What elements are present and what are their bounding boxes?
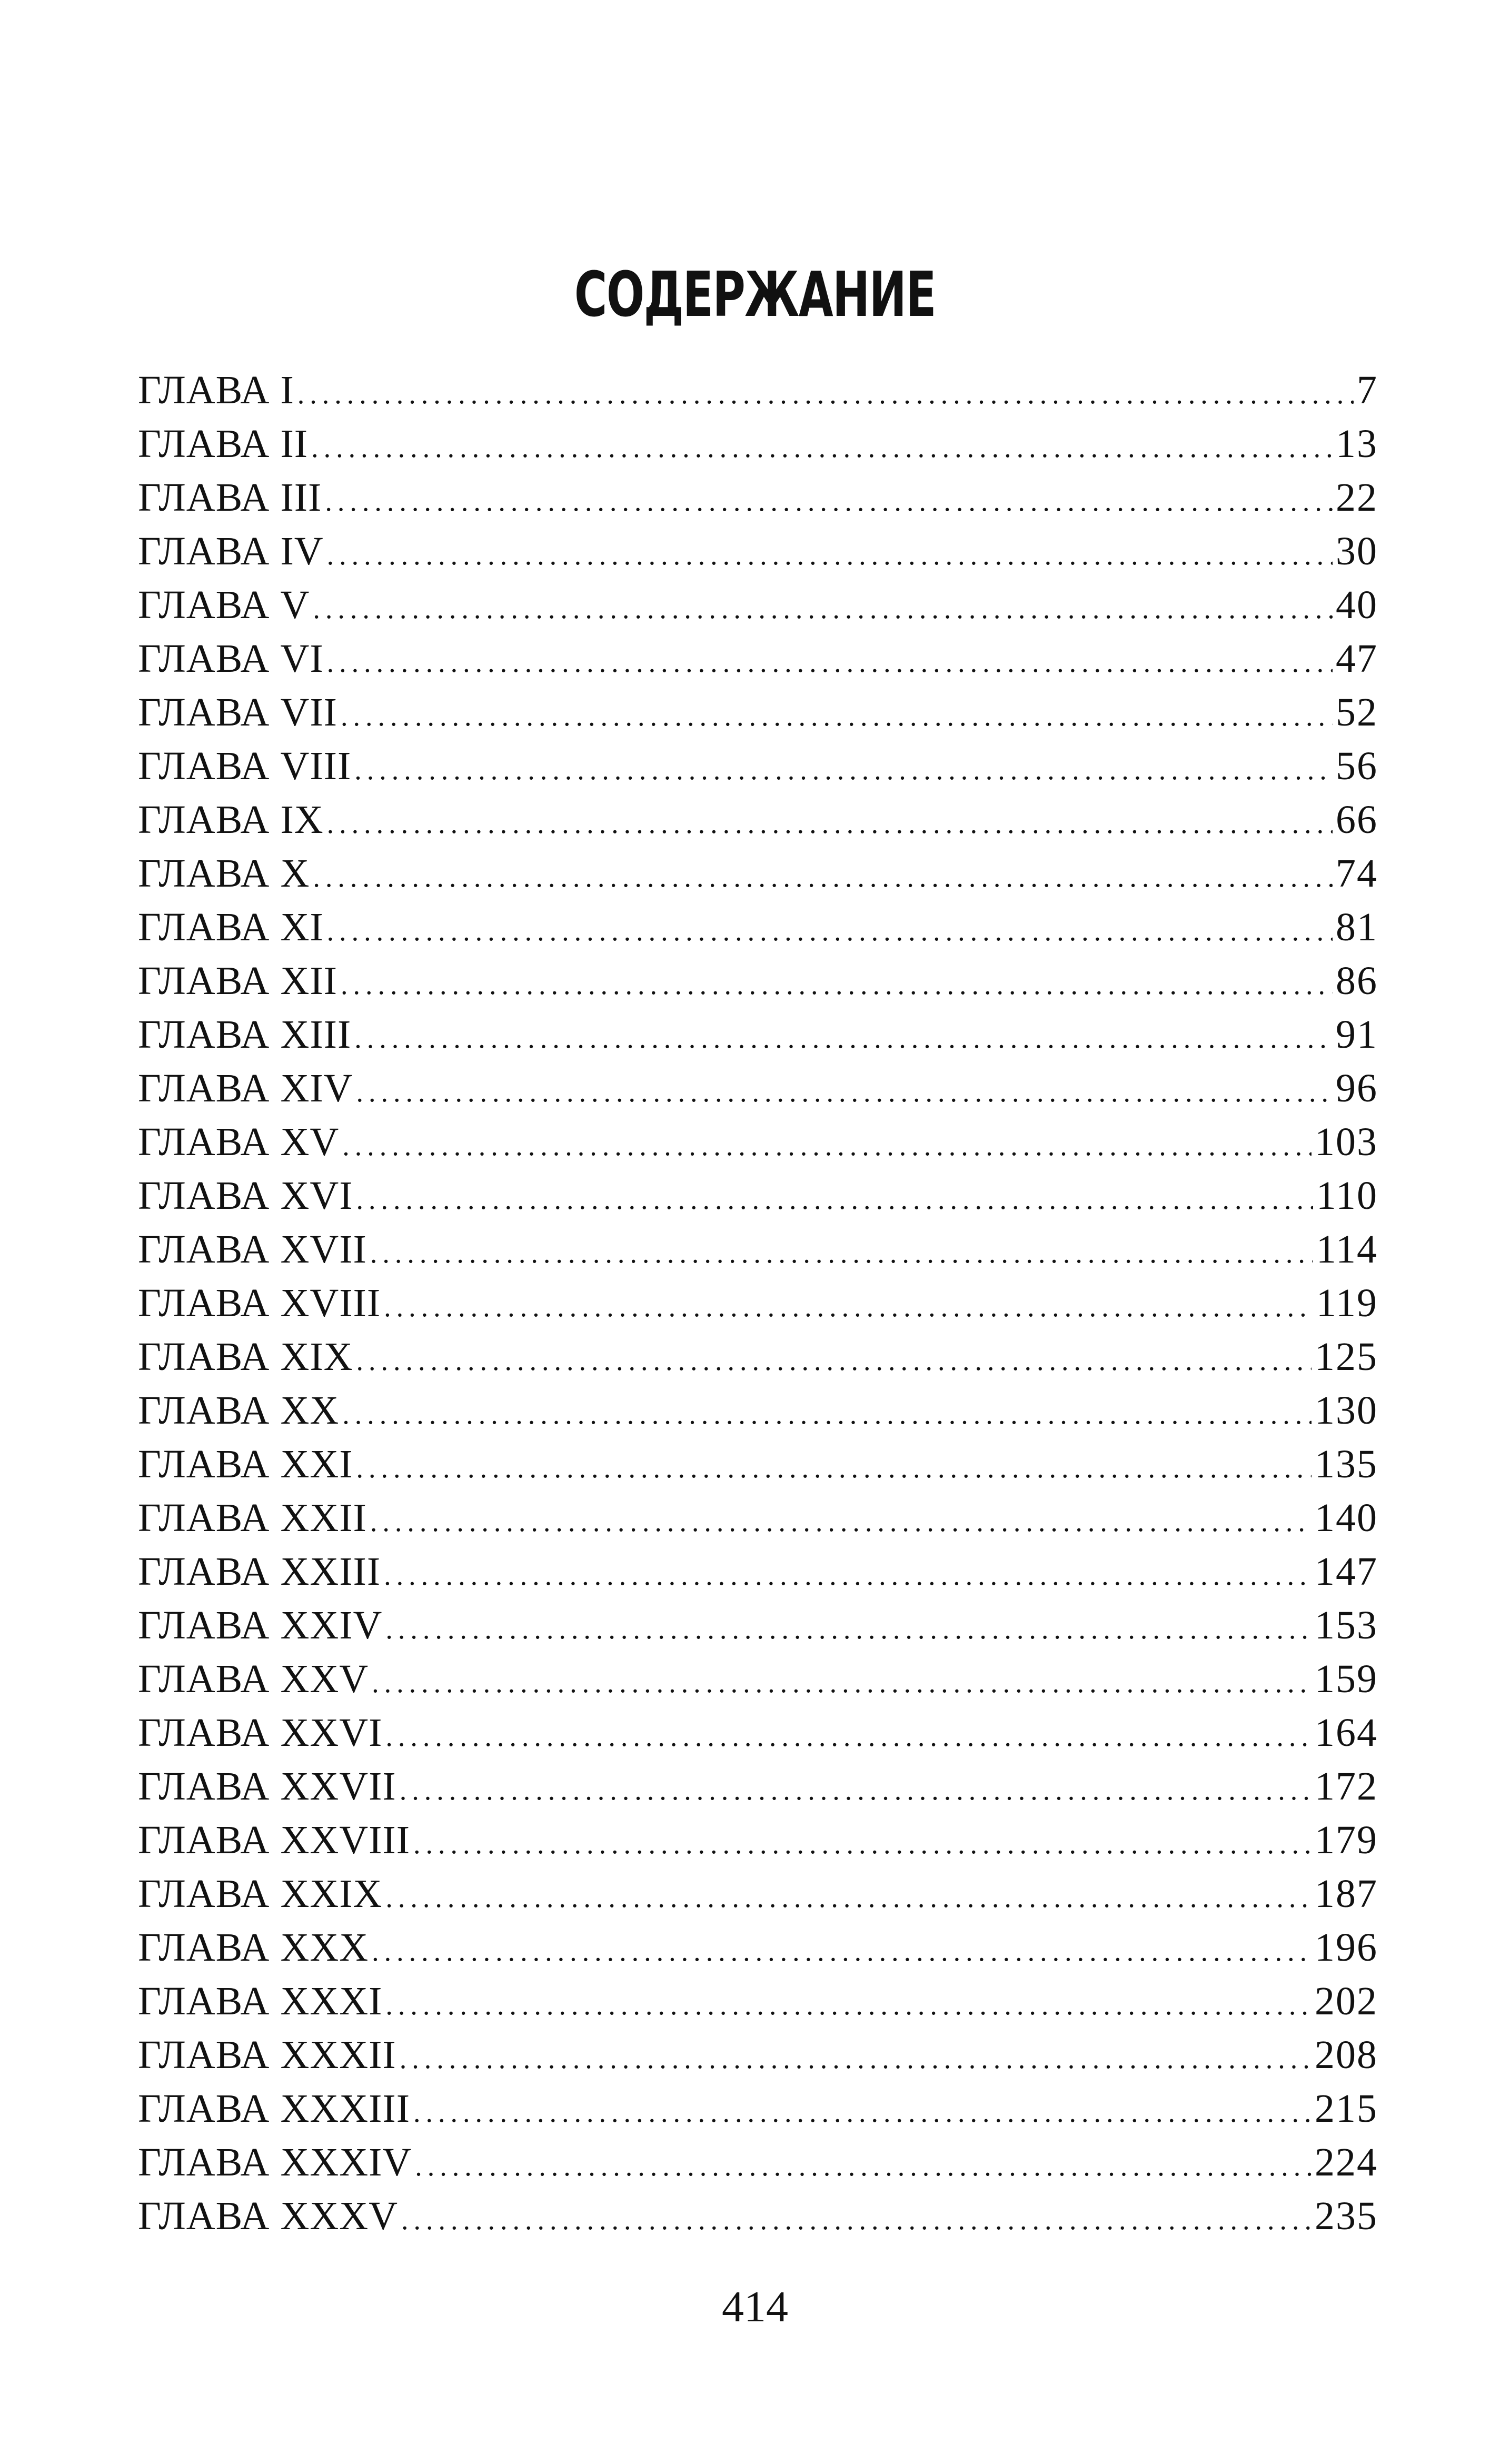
- toc-entry-page: 96: [1336, 1066, 1378, 1110]
- toc-entry-label: ГЛАВА XXV: [138, 1657, 369, 1701]
- toc-entry: [138, 1223, 1378, 1276]
- toc-entry: [138, 954, 1378, 1008]
- toc-entry: [138, 739, 1378, 793]
- toc-dot-leader: [327, 528, 1333, 582]
- toc-dot-leader: [325, 474, 1333, 528]
- toc-entry-page: 135: [1315, 1442, 1378, 1486]
- toc-dot-leader: [385, 1978, 1312, 2032]
- toc-entry-page: 7: [1357, 368, 1378, 412]
- toc-entry-page: 208: [1315, 2033, 1378, 2077]
- toc-entry: [138, 2189, 1378, 2243]
- toc-entry-label: ГЛАВА VII: [138, 690, 337, 734]
- toc-entry-page: 215: [1315, 2087, 1378, 2131]
- toc-entry: [138, 847, 1378, 900]
- toc-entry: [138, 578, 1378, 632]
- toc-entry-page: 66: [1336, 798, 1378, 842]
- toc-entry-label: ГЛАВА XIII: [138, 1012, 352, 1057]
- toc-entry-label: ГЛАВА XXIX: [138, 1872, 383, 1916]
- toc-entry-label: ГЛАВА XVIII: [138, 1281, 381, 1325]
- toc-entry: [138, 1974, 1378, 2028]
- toc-entry: [138, 900, 1378, 954]
- toc-entry-label: ГЛАВА XIX: [138, 1335, 353, 1379]
- toc-entry-page: 164: [1315, 1711, 1378, 1755]
- toc-entry-page: 81: [1336, 905, 1378, 949]
- toc-dot-leader: [400, 2032, 1312, 2085]
- toc-entry-label: ГЛАВА XXX: [138, 1925, 369, 1970]
- toc-entry: [138, 417, 1378, 471]
- toc-entry-page: 114: [1316, 1227, 1378, 1271]
- toc-entry: [138, 793, 1378, 847]
- toc-dot-leader: [341, 958, 1333, 1011]
- toc-entry: [138, 1813, 1378, 1867]
- toc-dot-leader: [327, 904, 1333, 958]
- toc-entry-page: 119: [1316, 1281, 1378, 1325]
- toc-dot-leader: [313, 582, 1333, 635]
- toc-dot-leader: [311, 421, 1333, 474]
- toc-dot-leader: [413, 1817, 1312, 1871]
- toc-dot-leader: [401, 2193, 1312, 2247]
- toc-entry-page: 224: [1315, 2140, 1378, 2184]
- toc-entry-page: 47: [1336, 637, 1378, 681]
- toc-entry-label: ГЛАВА XXXI: [138, 1979, 383, 2023]
- toc-entry-label: ГЛАВА X: [138, 851, 310, 896]
- toc-entry-label: ГЛАВА V: [138, 583, 310, 627]
- toc-entry: [138, 1169, 1378, 1223]
- toc-entry-label: ГЛАВА XXXII: [138, 2033, 396, 2077]
- toc-entry: [138, 1867, 1378, 1921]
- toc-entry: [138, 632, 1378, 685]
- toc-entry-label: ГЛАВА XI: [138, 905, 324, 949]
- toc-entry-label: ГЛАВА XX: [138, 1388, 340, 1433]
- toc-entry-page: 125: [1315, 1335, 1378, 1379]
- toc-entry-label: ГЛАВА XXVIII: [138, 1818, 411, 1862]
- toc-entry: [138, 1115, 1378, 1169]
- toc-entry-label: ГЛАВА XXXIV: [138, 2140, 412, 2184]
- toc-dot-leader: [413, 2085, 1312, 2139]
- toc-entry: [138, 1598, 1378, 1652]
- toc-entry-page: 179: [1315, 1818, 1378, 1862]
- toc-entry-page: 153: [1315, 1603, 1378, 1647]
- toc-entry-label: ГЛАВА XXI: [138, 1442, 353, 1486]
- toc-entry: [138, 1652, 1378, 1706]
- toc-dot-leader: [372, 1656, 1312, 1710]
- page-number: 414: [722, 2282, 788, 2331]
- toc-entry-page: 130: [1315, 1388, 1378, 1433]
- toc-entry-label: ГЛАВА XXIII: [138, 1549, 381, 1594]
- toc-entry: [138, 1008, 1378, 1061]
- toc-entry-page: 110: [1316, 1174, 1378, 1218]
- toc-dot-leader: [415, 2139, 1312, 2193]
- toc-dot-leader: [327, 797, 1333, 850]
- toc-entry-label: ГЛАВА II: [138, 422, 309, 466]
- toc-entry-page: 196: [1315, 1925, 1378, 1970]
- toc-entry-label: ГЛАВА III: [138, 475, 322, 520]
- toc-entry-label: ГЛАВА IX: [138, 798, 324, 842]
- toc-entry-page: 52: [1336, 690, 1378, 734]
- toc-entry-label: ГЛАВА VIII: [138, 744, 352, 788]
- toc-entry: [138, 1921, 1378, 1974]
- toc-entry-page: 13: [1336, 422, 1378, 466]
- toc-entry-page: 86: [1336, 959, 1378, 1003]
- toc-dot-leader: [372, 1924, 1312, 1978]
- toc-dot-leader: [400, 1763, 1312, 1817]
- toc-dot-leader: [342, 1387, 1312, 1441]
- page-title: СОДЕРЖАНИЕ: [574, 258, 936, 331]
- toc-entry-label: ГЛАВА XV: [138, 1120, 340, 1164]
- toc-entry-label: ГЛАВА XXVII: [138, 1764, 396, 1809]
- toc-entry: [138, 685, 1378, 739]
- toc-dot-leader: [384, 1548, 1312, 1602]
- toc-entry-label: ГЛАВА XII: [138, 959, 337, 1003]
- toc-entry: [138, 1545, 1378, 1598]
- toc-entry: [138, 1330, 1378, 1384]
- toc-dot-leader: [356, 1173, 1313, 1226]
- toc-dot-leader: [384, 1280, 1313, 1334]
- toc-entry-page: 140: [1315, 1496, 1378, 1540]
- toc-entry: [138, 2135, 1378, 2189]
- toc-entry: [138, 1706, 1378, 1760]
- toc-dot-leader: [313, 850, 1333, 904]
- toc-entry-label: ГЛАВА XXXIII: [138, 2087, 411, 2131]
- toc-entry-label: ГЛАВА IV: [138, 529, 324, 573]
- toc-entry-page: 147: [1315, 1549, 1378, 1594]
- toc-entry-page: 187: [1315, 1872, 1378, 1916]
- toc-entry-label: ГЛАВА XXVI: [138, 1711, 383, 1755]
- toc-entry: [138, 1276, 1378, 1330]
- toc-entry-label: ГЛАВА XXXV: [138, 2194, 398, 2238]
- toc-entry: [138, 363, 1378, 417]
- toc-dot-leader: [356, 1065, 1333, 1119]
- toc-entry: [138, 2082, 1378, 2135]
- toc-entry-page: 56: [1336, 744, 1378, 788]
- toc-entry: [138, 1760, 1378, 1813]
- toc-entry-page: 235: [1315, 2194, 1378, 2238]
- toc-dot-leader: [354, 743, 1333, 797]
- toc-entry-label: ГЛАВА I: [138, 368, 294, 412]
- toc-dot-leader: [370, 1226, 1313, 1280]
- toc-dot-leader: [327, 635, 1333, 689]
- toc-dot-leader: [341, 689, 1333, 743]
- toc-dot-leader: [356, 1441, 1312, 1495]
- toc-dot-leader: [385, 1602, 1312, 1656]
- toc-entry-page: 91: [1336, 1012, 1378, 1057]
- toc-dot-leader: [370, 1495, 1312, 1548]
- toc-entry: [138, 471, 1378, 524]
- toc-entry: [138, 1384, 1378, 1437]
- toc-entry-label: ГЛАВА XVII: [138, 1227, 367, 1271]
- toc-entry: [138, 2028, 1378, 2082]
- toc-entry-page: 103: [1315, 1120, 1378, 1164]
- toc-entry-page: 159: [1315, 1657, 1378, 1701]
- toc-entry-page: 172: [1315, 1764, 1378, 1809]
- toc-entry: [138, 524, 1378, 578]
- toc-entry: [138, 1491, 1378, 1545]
- toc-entry: [138, 1437, 1378, 1491]
- toc-entry-label: ГЛАВА XXII: [138, 1496, 367, 1540]
- table-of-contents: [138, 363, 1378, 2243]
- toc-entry-label: ГЛАВА XVI: [138, 1174, 353, 1218]
- toc-entry-page: 40: [1336, 583, 1378, 627]
- toc-entry-page: 22: [1336, 475, 1378, 520]
- toc-dot-leader: [297, 367, 1354, 421]
- toc-entry-page: 74: [1336, 851, 1378, 896]
- toc-dot-leader: [385, 1710, 1312, 1763]
- toc-entry: [138, 1061, 1378, 1115]
- toc-dot-leader: [385, 1871, 1312, 1924]
- toc-entry-page: 30: [1336, 529, 1378, 573]
- toc-entry-label: ГЛАВА VI: [138, 637, 324, 681]
- toc-entry-page: 202: [1315, 1979, 1378, 2023]
- toc-dot-leader: [356, 1334, 1312, 1387]
- toc-dot-leader: [354, 1011, 1333, 1065]
- toc-entry-label: ГЛАВА XXIV: [138, 1603, 383, 1647]
- toc-dot-leader: [342, 1119, 1312, 1173]
- toc-entry-label: ГЛАВА XIV: [138, 1066, 353, 1110]
